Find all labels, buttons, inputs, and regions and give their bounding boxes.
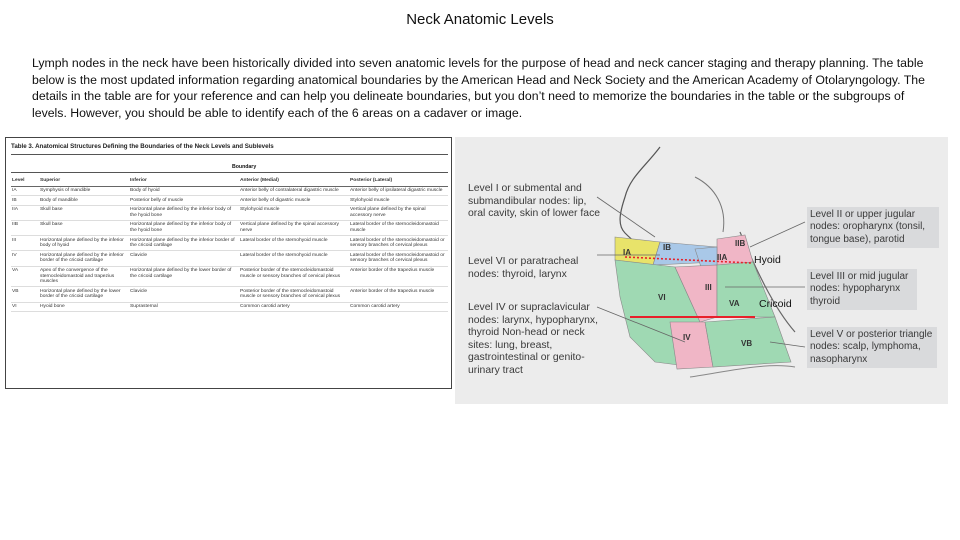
zone-label-VA: VA xyxy=(729,299,740,308)
cell-inferior: Horizontal plane defined by the inferior body of the hyoid bone xyxy=(129,205,239,220)
zone-label-IA: IA xyxy=(623,248,631,257)
face-outline xyxy=(620,147,681,251)
cell-inferior: Clavicle xyxy=(129,251,239,266)
cell-inferior: Horizontal plane defined by the lower border of the cricoid cartilage xyxy=(129,266,239,287)
label-level-3: Level III or mid jugular nodes: hypopharynx thyroid xyxy=(807,269,917,310)
cell-anterior: Posterior border of the sternocleidomastoid muscle or sensory branches of cervical plexus xyxy=(239,266,349,287)
col-header: Level xyxy=(11,176,39,186)
cell-posterior: Common carotid artery xyxy=(349,302,448,312)
table-rule xyxy=(11,154,448,155)
cell-level: VI xyxy=(11,302,39,312)
boundaries-table xyxy=(11,176,448,312)
cell-superior: Symphysis of mandible xyxy=(39,186,129,196)
table-row xyxy=(11,266,448,287)
cell-level: IIA xyxy=(11,205,39,220)
cell-superior: Horizontal plane defined by the inferior border of the cricoid cartilage xyxy=(39,251,129,266)
cell-posterior: Lateral border of the sternocleidomastoid muscle xyxy=(349,220,448,235)
table-row xyxy=(11,186,448,196)
zone-label-VI: VI xyxy=(658,293,666,302)
cell-posterior: Anterior belly of ipsilateral digastric muscle xyxy=(349,186,448,196)
cell-level: III xyxy=(11,236,39,251)
boundaries-table-panel xyxy=(5,137,452,389)
table-header-row xyxy=(11,176,448,186)
cell-inferior: Horizontal plane defined by the inferior border of the cricoid cartilage xyxy=(129,236,239,251)
table-rule xyxy=(11,172,448,173)
label-level-6: Level VI or paratracheal nodes: thyroid, larynx xyxy=(468,256,579,280)
label-level-4: Level IV or supraclavicular nodes: larynx, hypopharynx, thyroid Non-head or neck sites: lung, breast, gastrointestinal or genito-urinary tract xyxy=(468,302,598,376)
cell-posterior: Anterior border of the trapezius muscle xyxy=(349,266,448,287)
cell-posterior: Stylohyoid muscle xyxy=(349,196,448,206)
table-row xyxy=(11,196,448,206)
boundary-header: Boundary xyxy=(232,164,257,170)
col-header: Inferior xyxy=(129,176,239,186)
table-row xyxy=(11,220,448,235)
zone-label-IV: IV xyxy=(683,333,691,342)
col-header: Superior xyxy=(39,176,129,186)
intro-paragraph: Lymph nodes in the neck have been historically divided into seven anatomic levels for the purpose of head and neck cancer staging and therapy planning. The table below is the most updated information regarding anatomical boundaries by the American Head and Neck Society and the American Academy of Otolaryngology. The details in the table are for your reference and can help you delineate boundaries, but you don’t need to memorize the boundaries in the table or the subgroups of levels. However, you should be able to identify each of the 6 areas on a cadaver or image. xyxy=(32,56,925,120)
table-row xyxy=(11,251,448,266)
zone-label-III: III xyxy=(705,283,712,292)
table-row xyxy=(11,236,448,251)
zone-IIA-shape xyxy=(695,247,717,267)
label-level-2: Level II or upper jugular nodes: oropharynx (tonsil, tongue base), parotid xyxy=(807,207,939,248)
cell-superior: Hyoid bone xyxy=(39,302,129,312)
cell-level: VA xyxy=(11,266,39,287)
table-row xyxy=(11,287,448,302)
cell-inferior: Body of hyoid xyxy=(129,186,239,196)
cricoid-label: Cricoid xyxy=(759,298,792,310)
zone-label-VB: VB xyxy=(741,339,753,348)
cell-superior: Skull base xyxy=(39,205,129,220)
cell-anterior: Common carotid artery xyxy=(239,302,349,312)
cell-superior: Horizontal plane defined by the lower border of the cricoid cartilage xyxy=(39,287,129,302)
cell-level: IA xyxy=(11,186,39,196)
neck-levels-diagram xyxy=(455,137,948,404)
table-row xyxy=(11,205,448,220)
cell-superior: Body of mandible xyxy=(39,196,129,206)
ear-outline xyxy=(695,177,724,232)
table-title: Table 3. Anatomical Structures Defining the Boundaries of the Neck Levels and Sublevels xyxy=(11,143,274,150)
pointer-line xyxy=(597,197,655,237)
zone-label-IIB: IIB xyxy=(735,239,746,248)
label-level-5: Level V or posterior triangle nodes: scalp, lymphoma, nasopharynx xyxy=(807,327,937,368)
label-level-1: Level I or submental and submandibular nodes: lip, oral cavity, skin of lower face xyxy=(468,183,601,219)
cell-inferior: Suprasternal xyxy=(129,302,239,312)
cell-anterior: Anterior belly of contralateral digastric muscle xyxy=(239,186,349,196)
cell-inferior: Horizontal plane defined by the inferior body of the hyoid bone xyxy=(129,220,239,235)
cell-posterior: Lateral border of the sternocleidomastoid or sensory branches of cervical plexus xyxy=(349,236,448,251)
cell-level: IIB xyxy=(11,220,39,235)
cell-anterior: Lateral border of the sternohyoid muscle xyxy=(239,236,349,251)
cell-superior: Skull base xyxy=(39,220,129,235)
cell-level: VB xyxy=(11,287,39,302)
cell-inferior: Posterior belly of muscle xyxy=(129,196,239,206)
cell-anterior: Lateral border of the sternohyoid muscle xyxy=(239,251,349,266)
table-row xyxy=(11,302,448,312)
cell-level: IB xyxy=(11,196,39,206)
pointer-line xyxy=(750,222,805,247)
cell-anterior: Posterior border of the sternocleidomastoid muscle or sensory branches of cervical plexus xyxy=(239,287,349,302)
cell-anterior: Vertical plane defined by the spinal accessory nerve xyxy=(239,220,349,235)
cell-posterior: Vertical plane defined by the spinal accessory nerve xyxy=(349,205,448,220)
cell-posterior: Anterior border of the trapezius muscle xyxy=(349,287,448,302)
cell-anterior: Stylohyoid muscle xyxy=(239,205,349,220)
page-title: Neck Anatomic Levels xyxy=(406,11,554,28)
hyoid-label: Hyoid xyxy=(754,254,781,266)
cell-level: IV xyxy=(11,251,39,266)
col-header: Anterior (Medial) xyxy=(239,176,349,186)
cell-anterior: Anterior belly of digastric muscle xyxy=(239,196,349,206)
zone-label-IB: IB xyxy=(663,243,671,252)
cell-superior: Horizontal plane defined by the inferior body of hyoid xyxy=(39,236,129,251)
col-header: Posterior (Lateral) xyxy=(349,176,448,186)
cell-superior: Apex of the convergence of the sternocleidomastoid and trapezius muscles xyxy=(39,266,129,287)
cell-posterior: Lateral border of the sternocleidomastoid or sensory branches of cervical plexus xyxy=(349,251,448,266)
zone-label-IIA: IIA xyxy=(717,253,728,262)
cell-inferior: Clavicle xyxy=(129,287,239,302)
